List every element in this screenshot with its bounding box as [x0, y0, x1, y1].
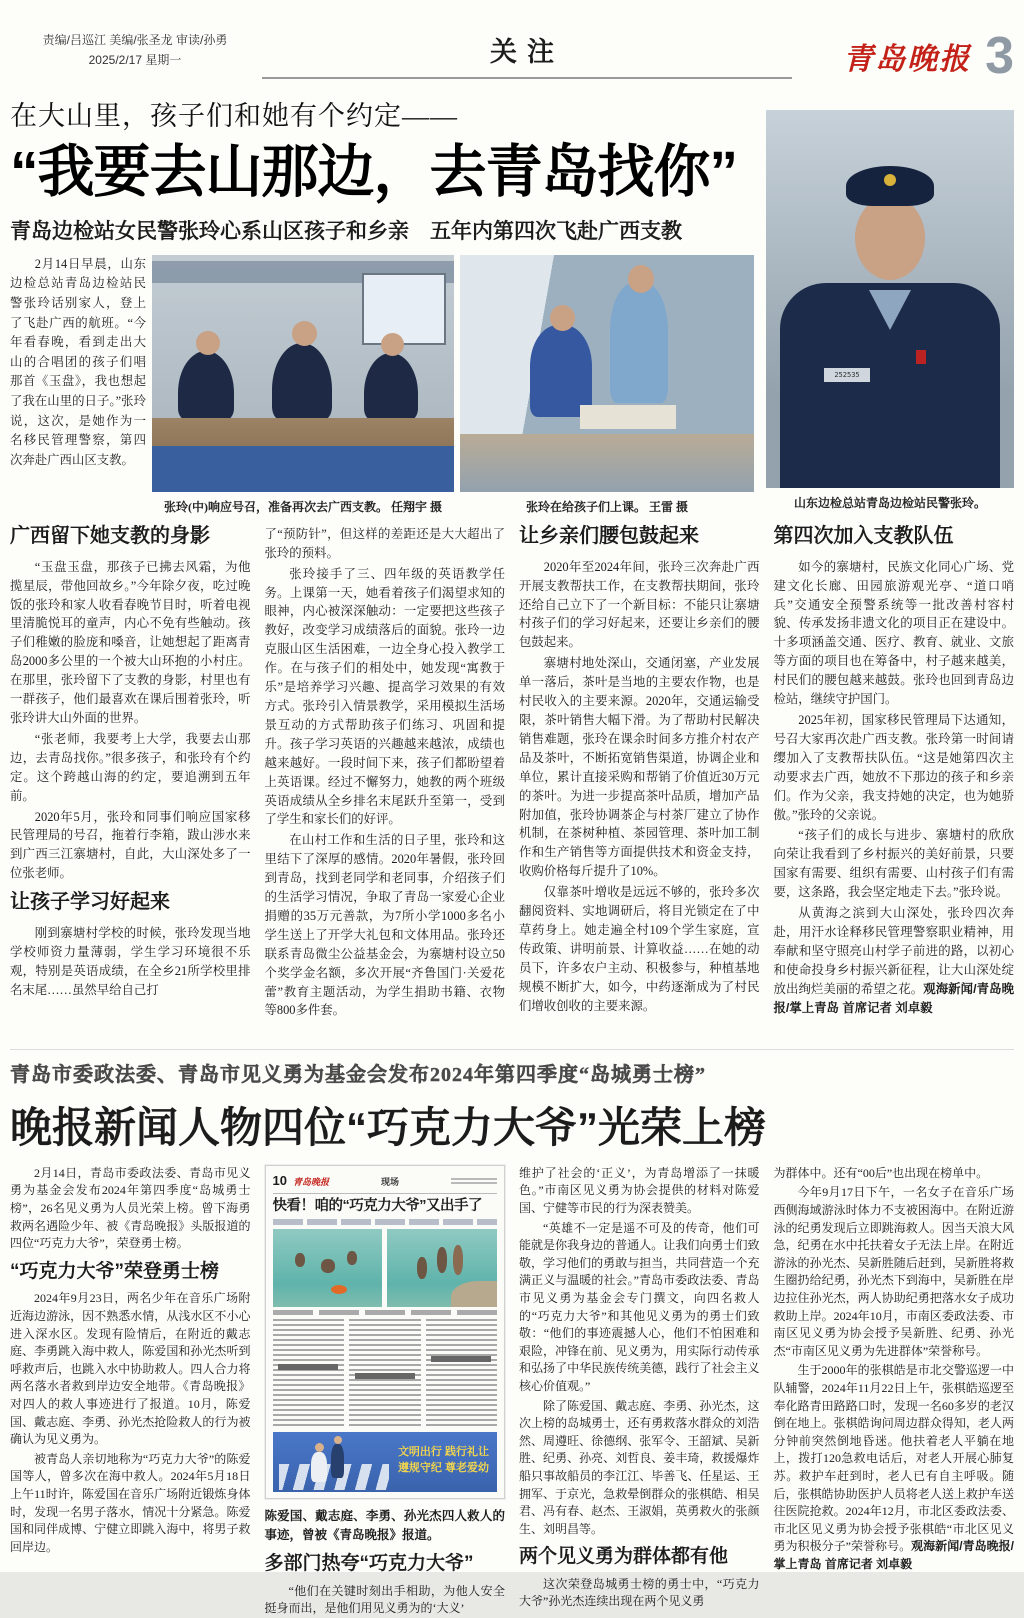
- student-head: [550, 305, 575, 331]
- hat-emblem-icon: [884, 174, 896, 186]
- meeting-table-skirt: [152, 446, 454, 492]
- masthead-block: [794, 27, 1014, 85]
- page-number: 3: [985, 27, 1014, 85]
- badge-number: 252535: [824, 368, 870, 382]
- header-credits: [10, 30, 260, 70]
- paragraph: 2025年初，国家移民管理局下达通知，号召大家再次赴广西支教。张玲第一时间请缨加入了支教帮扶队伍。“这是她第四次主动要求去广西，她放不下那边的孩子和乡亲们。作为父亲，我支持她的决定，也为她骄傲。”张玲的父亲说。: [773, 712, 1014, 822]
- clipping-text-columns: [273, 1319, 498, 1427]
- intro-paragraph: 2月14日早晨，山东边检总站青岛边检站民警张玲话别家人，登上了飞赴广西的航班。“今年看春晚，看到走出大山的合唱团的孩子们唱那首《玉盘》，我也想起了我在山里的日子。”张玲说，这次，是她作为一名移民管理警察，第四次奔赴广西山区支教。: [10, 256, 146, 467]
- clipping-fake-heading: [278, 1364, 338, 1370]
- shore-rocks: [451, 1281, 497, 1307]
- chest-ribbon: [916, 350, 926, 364]
- meeting-photo: [152, 255, 454, 492]
- teacher-head: [628, 265, 654, 293]
- closing-paragraph: 生于2000年的张棋皓是市北交警巡逻一中队辅警，2024年11月22日上午，张棋皓巡逻至奉化路青田路路口时，发现一名60多岁的老汉倒在地上。张棋皓询问周边群众得知，老人两分钟前突然倒地昏迷。他扶着老人平躺在地上，拨打120急救电话后，对老人开展心肺复苏。救护车赶到时，老人已有自主呼吸。随后，张棋皓协助医护人员将老人送上救护车送往医院抢救。2024年12月，市北区委政法委、市北区见义勇为协会授予张棋皓“市北区见义勇为积极分子”荣誉称号。观海新闻/青岛晚报/掌上青岛 首席记者 刘卓毅: [773, 1363, 1015, 1571]
- newspaper-masthead: 青岛晚报: [843, 43, 972, 76]
- clipping-section: 现场: [380, 1176, 399, 1187]
- paragraph: 为群体中。还有“00后”也出现在榜单中。: [773, 1165, 989, 1180]
- article1-head-block: [10, 94, 754, 515]
- clipping-fake-column: [349, 1319, 421, 1427]
- paragraph: “英雄不一定是遥不可及的传奇，他们可能就是你我身边的普通人。让我们向勇士们致敬，学习他们的勇敢与担当，共同营造一个充满正义与温暖的社会。”青岛市委政法委、青岛市见义勇为基金会专门撰文，向四名救人的“巧克力大爷”和其他见义勇为的勇士们致敬：“他们的事迹震撼人心，他们不怕困难和艰险，冲锋在前、见义勇为，用实际行动传承和弘扬了中华民族传统美德，践行了社会主义核心价值观。”: [519, 1220, 760, 1393]
- article1-kicker: 在大山里，孩子们和她有个约定——: [10, 101, 458, 131]
- helper-figure: [331, 1444, 344, 1478]
- open-book: [580, 405, 676, 429]
- zhangling-head: [292, 321, 317, 346]
- newspaper-clipping: [265, 1165, 506, 1499]
- editors-line: 责编/吕巡江 美编/张圣龙 审读/孙勇: [42, 33, 228, 47]
- caption-1: 张玲(中)响应号召，准备再次去广西支教。 任翔宇 摄: [163, 499, 442, 514]
- subheading-guangxi: 广西留下她支教的身影: [10, 524, 210, 547]
- portrait-face: [855, 196, 925, 280]
- elderly-figure: [311, 1452, 327, 1482]
- photo-credit-2: 王雷 摄: [649, 499, 689, 514]
- paragraph: 张玲接手了三、四年级的英语教学任务。上课第一天，她看着孩子们渴望求知的眼神，内心被深深触动：一定要把这些孩子教好，改变学习成绩落后的面貌。张玲一边克服山区生活困难，一边全身心投入教学工作。在与孩子们的相处中，她发现“寓教于乐”是培养学习兴趣、提高学习效果的有效方式。张玲引入情景教学，采用模拟生活场景互动的方式帮助孩子们练习、巩固和提升。孩子学习英语的兴趣越来越浓，成绩也越来越好。一段时间下来，孩子们都盼望着上英语课。经过不懈努力，她教的两个班级英语成绩从全乡排名末尾跃升至第一，受到了学生和家长们的好评。: [264, 566, 505, 827]
- section-title: 关注: [490, 37, 564, 67]
- subheading-heroes-list: “巧克力大爷”荣登勇士榜: [10, 1260, 220, 1282]
- photo-credit-1: 任翔宇 摄: [390, 499, 442, 514]
- portrait-photo: [766, 110, 1014, 488]
- clipping-header: [273, 1172, 498, 1195]
- psa-slogan-line1: 文明出行 践行礼让: [397, 1446, 489, 1459]
- paragraph: 2月14日，青岛市委政法委、青岛市见义勇为基金会发布2024年第四季度“岛城勇士榜”，26名见义勇为人员光荣上榜。曾下海勇救两名遇险少年、被《青岛晚报》头版报道的四位“巧克力大爷”，荣登勇士榜。: [10, 1165, 251, 1251]
- article2-column-4: [774, 1165, 1015, 1613]
- article2-column-2: [264, 1165, 506, 1616]
- paragraph: 了“预防针”，但这样的差距还是大大超出了张玲的预料。: [264, 526, 505, 560]
- photo-portrait: [766, 110, 1014, 515]
- classroom-desks: [460, 434, 754, 492]
- article2-column-1: [10, 1165, 251, 1613]
- caption-3: 山东边检总站青岛边检站民警张玲。: [793, 496, 986, 510]
- subheading-study: 让孩子学习好起来: [10, 891, 170, 914]
- article1-column-1: [10, 525, 251, 1039]
- clipping-caption-placeholder: [273, 1310, 498, 1315]
- officer-head-2: [381, 333, 404, 356]
- page-header: [10, 0, 1014, 88]
- article1-photo-strip: [10, 255, 754, 515]
- subheading-income: 让乡亲们腰包鼓起来: [519, 524, 699, 547]
- article1-subhead: 青岛边检站女民警张玲心系山区孩子和乡亲 五年内第四次飞赴广西支教: [10, 219, 682, 243]
- clipping-page-number: 10: [272, 1172, 287, 1188]
- teacher-figure: [610, 283, 668, 403]
- article2-column-3: [519, 1165, 760, 1613]
- paragraph: 被青岛人亲切地称为“巧克力大爷”的陈爱国等人，曾多次在海中救人。2024年5月18日上午11时许，陈爱国在音乐广场附近锻炼身体时，发现一名男子落水，情况十分紧急。陈爱国和同伴成博、宁健立即跳入海中，将男子救回岸边。: [10, 1451, 251, 1554]
- clipping-masthead: 青岛晚报: [292, 1176, 329, 1187]
- clipping-fake-heading: [355, 1373, 415, 1379]
- article1-top: [10, 94, 1014, 515]
- swimmer-figure: [347, 1251, 357, 1265]
- clipping-fake-column: [426, 1319, 498, 1427]
- life-ring-icon: [331, 1285, 347, 1294]
- article1-column-2: [265, 525, 506, 1039]
- paragraph: “玉盘玉盘，那孩子已拂去风霜，为他揽星辰，带他回故乡。”今年除夕夜，吃过晚饭的张玲和家人收看春晚节目时，听着电视里清脆悦耳的童声，内心不免有些触动。孩子们稚嫩的脸庞和嗓音，让她想起了距离青岛2000多公里的一个被大山环抱的小村庄。在那里，张玲留下了支教的身影，村里也有一群孩子，他们最喜欢在课后围着张玲，听张玲讲大山外面的世界。: [10, 559, 251, 725]
- paragraph: 如今的寨塘村，民族文化同心广场、党建文化长廊、田园旅游观光亭、“道口哨兵”交通安全预警系统等一批改善村容村貌、传承发扬非遗文化的项目正在建设中。十多项涵盖交通、医疗、教育、就业、文旅等方面的项目也在筹备中，村子越来越美，村民们的腰包越来越鼓。张玲也回到青岛边检站，继续守护国门。: [773, 559, 1014, 707]
- article1-headline: “我要去山那边，去青岛找你”: [10, 140, 737, 204]
- clipping-photos: [273, 1229, 498, 1307]
- article1-column-4: [774, 525, 1015, 1039]
- rescuer-figure: [437, 1247, 447, 1273]
- paragraph: “他们在关键时刻出手相助，为他人安全挺身而出，是他们用见义勇为的‘大义’: [264, 1583, 505, 1616]
- rescuer-figure: [453, 1245, 463, 1275]
- paragraph: 这次荣登岛城勇士榜的勇士中，“巧克力大爷”孙光杰连续出现在两个见义勇: [519, 1576, 760, 1609]
- clipping-caption: 陈爱国、戴志庭、李勇、孙光杰四人救人的事迹，曾被《青岛晚报》报道。: [264, 1509, 505, 1543]
- article1-column-3: [519, 525, 760, 1039]
- article2: [10, 1049, 1015, 1616]
- closing-paragraph: 从黄海之滨到大山深处，张玲四次奔赴，用汗水诠释移民管理警察职业精神，用奉献和坚守照亮山村学子前进的路，以初心和使命投身乡村振兴新征程，让大山深处绽放出绚烂美丽的希望之花。观海新闻/青岛晚报/掌上青岛 首席记者 刘卓毅: [773, 906, 1014, 1015]
- rescuer-figure: [417, 1257, 427, 1279]
- swimmer-figure: [321, 1259, 335, 1273]
- subheading-praise: 多部门热夸“巧克力大爷”: [264, 1553, 474, 1575]
- subheading-two-groups: 两个见义勇为群体都有他: [519, 1546, 729, 1568]
- article2-kicker: 青岛市委政法委、青岛市见义勇为基金会发布2024年第四季度“岛城勇士榜”: [10, 1063, 706, 1086]
- clipping-meta-lines: [451, 1178, 497, 1185]
- paragraph: “张老师，我要考上大学，我要去山那边，去青岛找你。”很多孩子，和张玲有个约定。这个跨越山海的约定，要追溯到五年前。: [10, 731, 251, 803]
- article1-body: [10, 525, 1014, 1039]
- photo-meeting: [152, 255, 454, 515]
- officer-head: [196, 331, 220, 355]
- paragraph: “孩子们的成长与进步、寨塘村的欣欣向荣让我看到了乡村振兴的美好前景，只要国家有需要、组织有需要、山村孩子们有需要，这条路，我会坚定地走下去。”张玲说。: [773, 828, 1014, 900]
- section-block: [260, 30, 794, 79]
- paragraph: 在山村工作和生活的日子里，张玲和这里结下了深厚的感情。2020年暑假，张玲回到青岛，找到老同学和老同事，介绍孩子们的生活学习情况，争取了青岛一家爱心企业捐赠的35万元善款，为7所小学1000多名小学生送上了开学大礼包和文体用品。张玲还联系青岛微尘公益基金会，为寨塘村设立50个奖学金名额，多次开展“齐鲁国门·关爱花蕾”教育主题活动，为学生捐助书籍、衣物等800多件套。: [264, 833, 505, 1018]
- article2-body: [10, 1165, 1015, 1616]
- caption-2: 张玲在给孩子们上课。 王雷 摄: [525, 499, 689, 514]
- date-line: 2025/2/17 星期一: [88, 53, 182, 67]
- subheading-fourth-time: 第四次加入支教队伍: [773, 524, 954, 547]
- paragraph: 寨塘村地处深山，交通闭塞，产业发展单一落后，茶叶是当地的主要农作物，也是村民收入的主要来源。2020年，交通运输受限，茶叶销售大幅下滑。为了帮助村民解决销售难题，张玲在课余时间多方推介村农产品及茶叶，不断拓宽销售渠道，协调企业和单位，累计直接采购和帮销了价值近30万元的茶叶。为进一步提高茶叶品质，增加产品附加值，张玲协调茶企与村茶厂建立了协作机制，在茶树种植、茶园管理、茶叶加工制作和生产销售等方面提供技术和资金支持，收购价格每斤提升了10%。: [519, 656, 760, 879]
- psa-slogan-line2: 遵规守纪 尊老爱幼: [397, 1462, 489, 1475]
- header-rule: [262, 77, 792, 79]
- photo-classroom: [460, 255, 754, 515]
- clipping-fake-heading: [431, 1356, 491, 1362]
- student-figure: [530, 325, 592, 417]
- clipping-headline: 快看！咱的“巧克力大爷”又出手了: [272, 1198, 482, 1215]
- meeting-screen: [362, 273, 446, 345]
- paragraph: 维护了社会的‘正义’，为青岛增添了一抹暖色。”市南区见义勇为协会提供的材料对陈爱国、宁健等市民的行为深表赞美。: [519, 1165, 760, 1216]
- psa-banner: [273, 1432, 498, 1492]
- psa-slogan: [398, 1444, 489, 1476]
- paragraph: 2024年9月23日，两名少年在音乐广场附近海边游泳，因不熟悉水情，从浅水区不小心进入深水区。发现有险情后，在附近的戴志庭、李勇跳入海中救人，陈爱国和孙光杰听到呼救声后，也跳入水中协助救人。四人合力将两名落水者救到岸边安全地带。《青岛晚报》对四人的救人事迹进行了报道。10月，陈爱国、戴志庭、李勇、孙光杰抢险救人的行为被确认为见义勇为。: [10, 1291, 251, 1447]
- paragraph: 2020年至2024年间，张玲三次奔赴广西开展支教帮扶工作，在支教帮扶期间，张玲还给自己立下了一个新目标：不能只让寨塘村孩子们的学习好起来，还要让乡亲们的腰包鼓起来。: [519, 559, 760, 650]
- clipping-subhead-placeholder: [273, 1219, 498, 1225]
- swimmer-figure: [295, 1253, 305, 1267]
- clipping-fake-column: [273, 1319, 345, 1427]
- article1-byline: 观海新闻/青岛晚报/掌上青岛 首席记者 刘卓毅: [773, 981, 1014, 1015]
- paragraph: 仅靠茶叶增收是远远不够的，张玲多次翻阅资料、实地调研后，将目光锁定在了中草药身上。她走遍全村109个学生家庭，宣传政策、讲明前景、计算收益……在她的动员下，许多农户主动、积极参与，种植基地规模不断扩大，如今，中药逐渐成为了村民们增收创收的主要来源。: [519, 885, 760, 1013]
- classroom-photo: [460, 255, 754, 492]
- article2-byline: 观海新闻/青岛晚报/掌上青岛 首席记者 刘卓毅: [773, 1539, 1015, 1571]
- sea-rescue-photo-left: [273, 1229, 383, 1307]
- paragraph: 今年9月17日下午，一名女子在音乐广场西侧海域游泳时体力不支被困海中。在附近游泳的纪勇发现后立即跳海救人。因当天浪大风急，纪勇在水中托扶着女子无法上岸。在附近游泳的孙光杰、吴新胜随后赶到，吴新胜将救生圈扔给纪勇，孙光杰下到海中，吴新胜在岸边拉住孙光杰，两人协助纪勇把落水女子成功救助上岸。2024年10月，市南区委政法委、市南区见义勇为协会授予吴新胜、纪勇、孙光杰“市南区见义勇为先进群体”荣誉称号。: [773, 1185, 1014, 1358]
- article1-intro: [10, 255, 146, 515]
- paragraph: 2020年5月，张玲和同事们响应国家移民管理局的号召，拖着行李箱，跋山涉水来到广西三江寨塘村，自此，大山深处多了一位张老师。: [10, 809, 251, 881]
- paragraph: 除了陈爱国、戴志庭、李勇、孙光杰，这次上榜的岛城勇士，还有勇救落水群众的刘浩然、周遵旺、徐德纲、张军令、王韶斌、吴新胜、纪勇、孙亮、刘哲良、姜丰琦，救援爆炸船只事故船员的李江江、毕善飞、任星运、王拥军、于京光，急救晕倒群众的张棋皓、相吴君、冯有春、赵杰、王淑娟，英勇救火的张颜生、刘明昌等。: [519, 1398, 760, 1536]
- police-hat: [846, 166, 934, 206]
- sea-rescue-photo-right: [387, 1229, 497, 1307]
- article2-headline: 晚报新闻人物四位“巧克力大爷”光荣上榜: [10, 1103, 767, 1151]
- paragraph: 刚到寨塘村学校的时候，张玲发现当地学校师资力量薄弱，学生学习环境很不乐观，特别是英语成绩，在全乡21所学校里排名末尾……虽然早给自己打: [10, 926, 251, 997]
